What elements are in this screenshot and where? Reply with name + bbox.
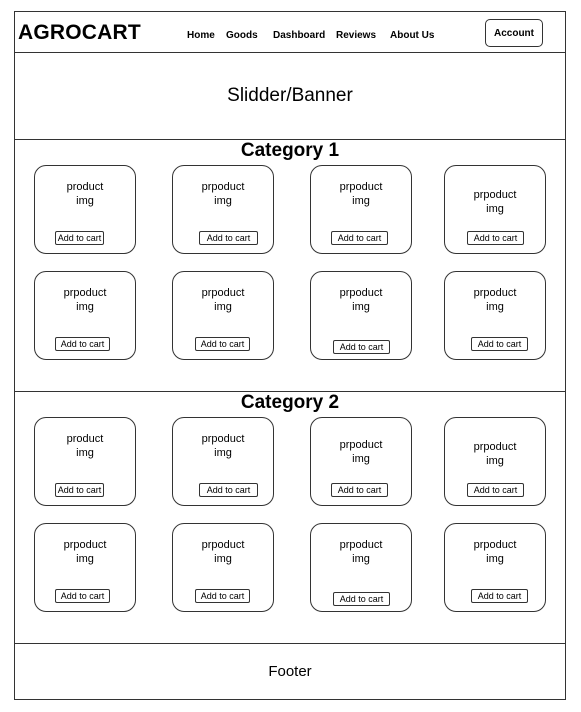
add-to-cart-button[interactable]: Add to cart (55, 231, 104, 245)
product-card[interactable] (444, 417, 546, 506)
nav-home[interactable]: Home (187, 30, 215, 41)
add-to-cart-button[interactable]: Add to cart (467, 483, 524, 497)
product-image-placeholder: img (486, 203, 504, 215)
add-to-cart-button[interactable]: Add to cart (55, 589, 110, 603)
product-name: prpoduct (473, 189, 517, 201)
product-card[interactable] (310, 271, 412, 360)
product-image-placeholder: img (214, 195, 232, 207)
product-image-placeholder: img (486, 455, 504, 467)
product-card[interactable] (310, 165, 412, 254)
product-card[interactable] (172, 417, 274, 506)
product-card[interactable] (310, 523, 412, 612)
product-card[interactable] (172, 271, 274, 360)
product-image-placeholder: img (76, 553, 94, 565)
nav-dashboard[interactable]: Dashboard (273, 30, 326, 41)
product-card[interactable] (34, 417, 136, 506)
product-image-placeholder: img (352, 453, 370, 465)
product-card[interactable] (444, 271, 546, 360)
category-title: Category 1 (240, 140, 340, 161)
product-image-placeholder: img (214, 301, 232, 313)
product-image-placeholder: img (214, 553, 232, 565)
footer: Footer (268, 662, 312, 680)
add-to-cart-button[interactable]: Add to cart (333, 340, 390, 354)
add-to-cart-button[interactable]: Add to cart (195, 589, 250, 603)
add-to-cart-button[interactable]: Add to cart (55, 337, 110, 351)
product-image-placeholder: img (76, 447, 94, 459)
product-card[interactable] (34, 523, 136, 612)
account-button[interactable]: Account (485, 19, 543, 47)
add-to-cart-button[interactable]: Add to cart (331, 231, 388, 245)
nav-about-us[interactable]: About Us (390, 30, 435, 41)
product-name: prpoduct (201, 181, 245, 193)
product-image-placeholder: img (352, 553, 370, 565)
product-name: prpoduct (339, 439, 383, 451)
product-name: prpoduct (339, 287, 383, 299)
product-name: prpoduct (201, 539, 245, 551)
product-image-placeholder: img (76, 301, 94, 313)
product-name: product (66, 433, 104, 445)
product-name: prpoduct (339, 539, 383, 551)
add-to-cart-button[interactable]: Add to cart (199, 483, 258, 497)
add-to-cart-button[interactable]: Add to cart (471, 589, 528, 603)
add-to-cart-button[interactable]: Add to cart (471, 337, 528, 351)
product-card[interactable] (34, 271, 136, 360)
product-name: prpoduct (63, 287, 107, 299)
product-card[interactable] (444, 523, 546, 612)
product-name: prpoduct (63, 539, 107, 551)
product-name: prpoduct (201, 433, 245, 445)
add-to-cart-button[interactable]: Add to cart (55, 483, 104, 497)
product-image-placeholder: img (214, 447, 232, 459)
product-image-placeholder: img (486, 553, 504, 565)
product-image-placeholder: img (352, 301, 370, 313)
add-to-cart-button[interactable]: Add to cart (467, 231, 524, 245)
product-card[interactable] (444, 165, 546, 254)
add-to-cart-button[interactable]: Add to cart (195, 337, 250, 351)
product-image-placeholder: img (352, 195, 370, 207)
product-image-placeholder: img (486, 301, 504, 313)
product-card[interactable] (34, 165, 136, 254)
product-name: prpoduct (473, 539, 517, 551)
site-logo[interactable]: AGROCART (18, 21, 141, 44)
category-title: Category 2 (240, 392, 340, 413)
nav-goods[interactable]: Goods (226, 30, 258, 41)
add-to-cart-button[interactable]: Add to cart (199, 231, 258, 245)
nav-reviews[interactable]: Reviews (336, 30, 377, 41)
product-name: product (66, 181, 104, 193)
product-name: prpoduct (339, 181, 383, 193)
banner-slider[interactable]: Slidder/Banner (227, 84, 353, 106)
add-to-cart-button[interactable]: Add to cart (331, 483, 388, 497)
product-card[interactable] (172, 523, 274, 612)
product-image-placeholder: img (76, 195, 94, 207)
add-to-cart-button[interactable]: Add to cart (333, 592, 390, 606)
product-card[interactable] (310, 417, 412, 506)
product-name: prpoduct (473, 441, 517, 453)
product-card[interactable] (172, 165, 274, 254)
product-name: prpoduct (473, 287, 517, 299)
product-name: prpoduct (201, 287, 245, 299)
